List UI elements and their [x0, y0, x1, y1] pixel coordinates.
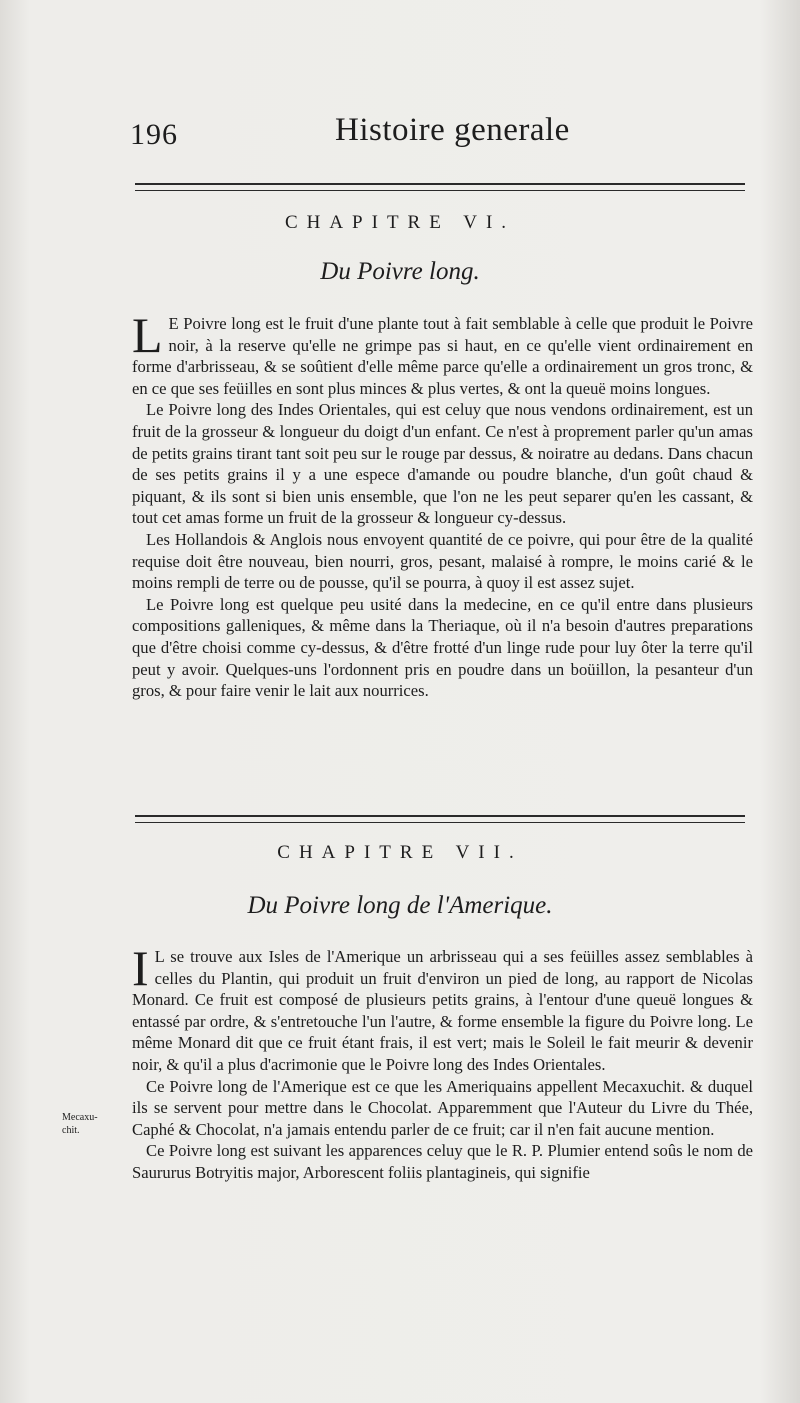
page-number: 196	[130, 118, 178, 151]
chapter-6-heading: CHAPITRE VI.	[284, 212, 516, 233]
running-title: Histoire generale	[335, 112, 570, 148]
paragraph	[132, 307, 753, 399]
page-header	[130, 112, 750, 162]
paragraph-text: L se trouve aux Isles de l'Amerique un arbrisseau qui a ses feüilles assez semblables à celles du Plantin, qui produit un fruit d'environ un pied de long, au rapport de Nicolas Monard. Ce fruit est composé de plusieurs petits grains, à l'entour d'une queuë longues & entassé par ordre, & s'entretouche l'un l'autre, & forme ensemble la figure du Poivre long. Le même Monard dit que ce fruit étant frais, il est vert; mais le Soleil le fait meurir & devenir noir, & qu'il a plus d'acrimonie que le Poivre long des Indes Orientales.	[132, 947, 753, 1074]
paragraph: Le Poivre long des Indes Orientales, qui est celuy que nous vendons ordinairement, est un fruit de la grosseur & longueur du doigt d'un enfant. Ce n'est à proprement parler qu'un amas de petits grains tirant tant soit peu sur le rouge par dessus, & noiratre au dedans. Dans chacun de ses petits grains il y a une espece d'amande ou poudre blanche, d'un goût chaud & piquant, & ils sont si bien unis ensemble, que l'on ne les peut separer qu'en les cassant, & tout cet amas forme un fruit de la grosseur & longueur cy-dessus.	[132, 400, 753, 528]
chapter-divider-rule	[135, 815, 745, 823]
header-rule	[135, 183, 745, 191]
margin-note: Mecaxu-chit.	[62, 1112, 98, 1136]
paragraph: Le Poivre long est quelque peu usité dans la medecine, en ce qu'il entre dans plusieurs compositions galleniques, & même dans la Theriaque, où il n'a besoin d'autres preparations que d'être choisi comme cy-dessus, & d'être frotté d'un linge rude pour luy ôter la terre qu'il peut y avoir. Quelques-uns l'ordonnent pris en poudre dans un boüillon, la pesanteur d'un gros, & pour faire venir le lait aux nourrices.	[132, 594, 753, 701]
chapter-7-body	[132, 940, 753, 1184]
paragraph: Ce Poivre long de l'Amerique est ce que les Ameriquains appellent Mecaxuchit. & duquel ils se servent pour mettre dans le Chocolat. Apparemment que l'Auteur du Livre du Thée, Caphé & Chocolat, n'a jamais entendu parler de ce fruit; car il n'en fait aucune mention.	[132, 1076, 753, 1139]
chapter-6-body	[132, 307, 753, 702]
paragraph: Les Hollandois & Anglois nous envoyent quantité de ce poivre, qui pour être de la qualité requise doit être nouveau, bien nourri, gros, pesant, malaisé à rompre, le moins carié & le moins rempli de terre ou de poussе, qu'il se pourra, à quoy il est assez sujet.	[132, 529, 753, 593]
drop-cap: I	[132, 940, 149, 996]
chapter-7-subtitle: Du Poivre long de l'Amerique.	[247, 892, 553, 919]
drop-cap: L	[132, 307, 163, 363]
paragraph	[132, 940, 753, 1076]
chapter-6-subtitle: Du Poivre long.	[320, 258, 480, 285]
chapter-7-heading: CHAPITRE VII.	[277, 842, 523, 863]
paragraph-text: E Poivre long est le fruit d'une plante tout à fait semblable à celle que produit le Poivre noir, à la reserve qu'elle ne grimpe pas si haut, en ce qu'elle vient ordinairement en forme d'arbrisseau, & se soûtient d'elle même parce qu'elle a ordinairement un gros tronc, & en ce que ses feüilles en sont plus minces & plus vertes, & ont la queuë moins longues.	[132, 314, 753, 398]
paragraph: Ce Poivre long est suivant les apparences celuy que le R. P. Plumier entend soûs le nom de Saururus Botryitis major, Arborescent foliis plantagineis, qui signifie	[132, 1141, 753, 1182]
